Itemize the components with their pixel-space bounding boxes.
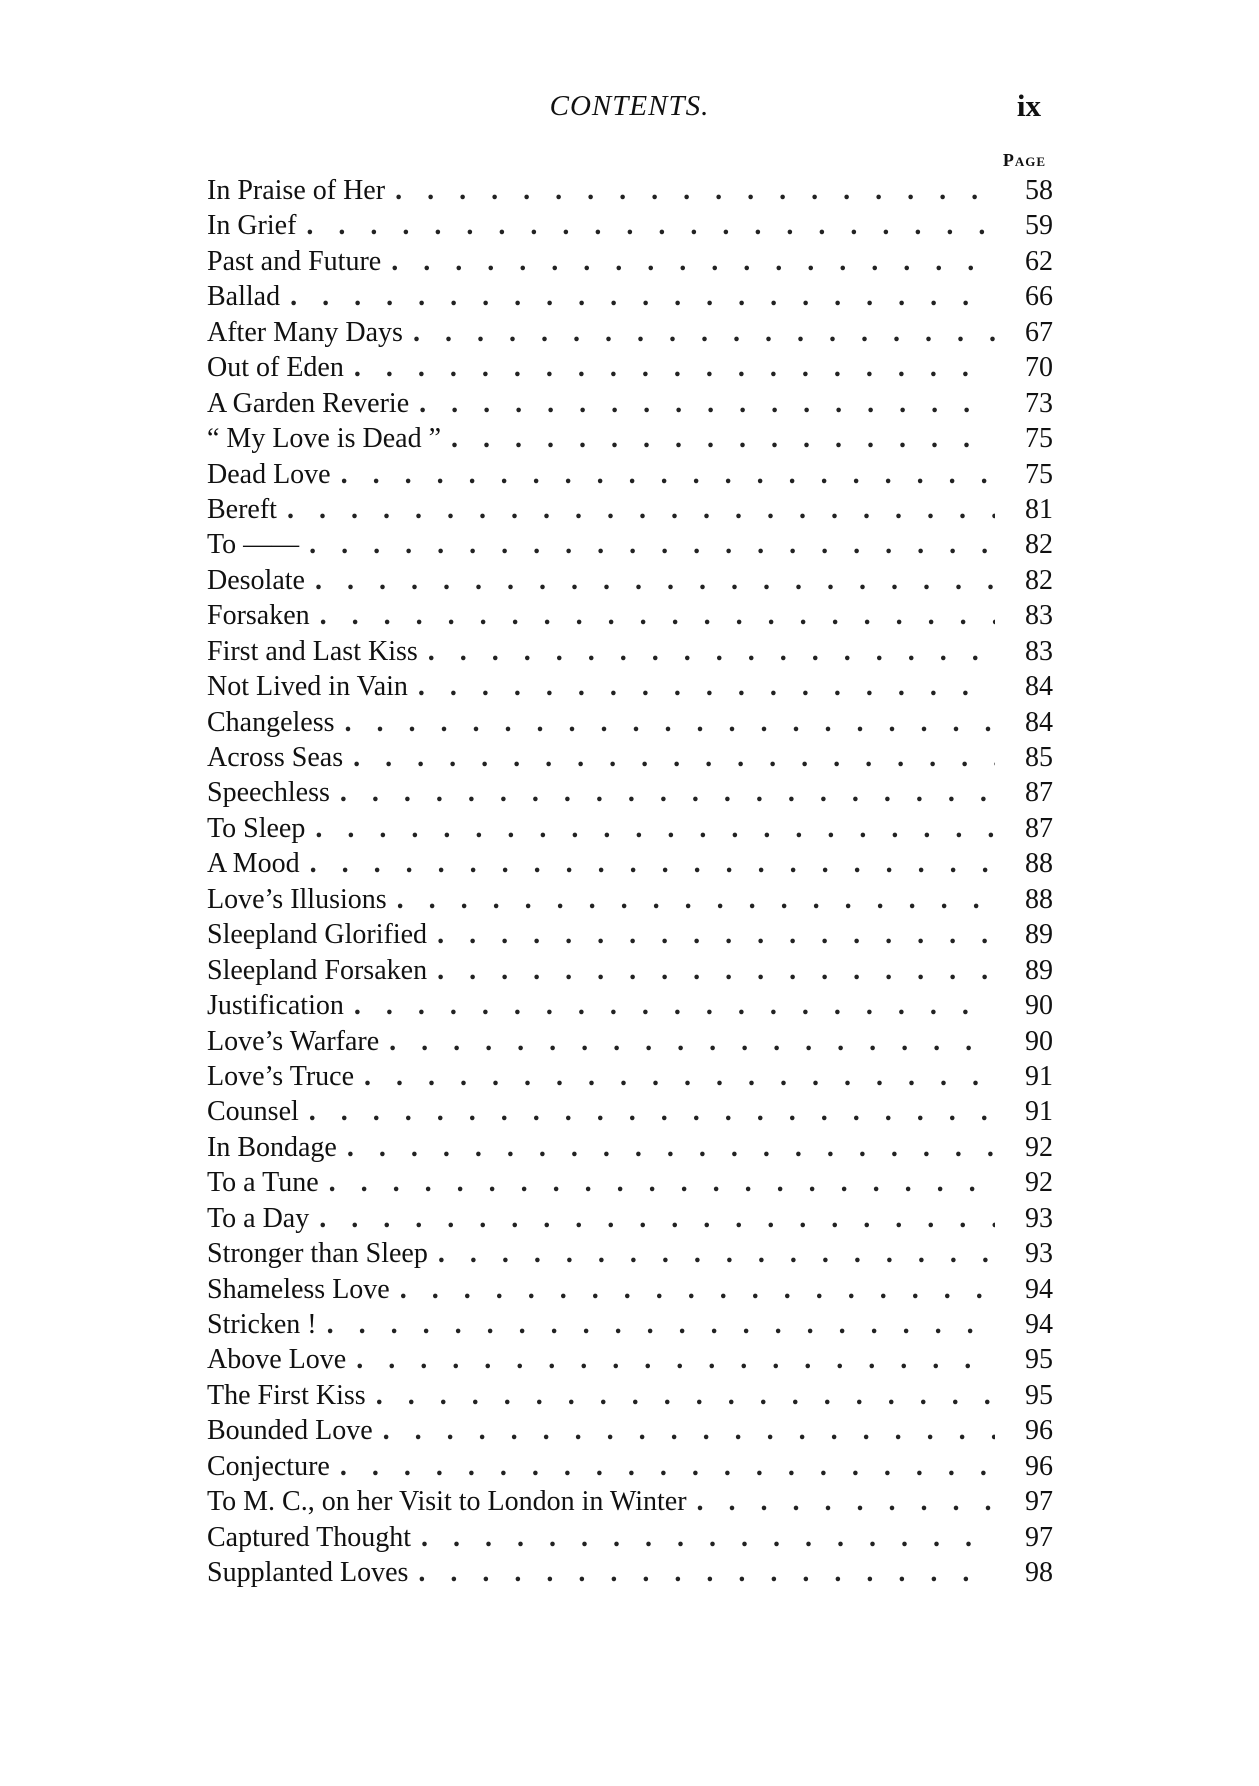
toc-entry-title: Love’s Warfare (207, 1025, 380, 1057)
toc-entry-title: In Bondage (207, 1131, 337, 1163)
page-number: ix (1016, 88, 1041, 123)
dot-leader (319, 1201, 995, 1236)
toc-entry-page: 97 (1025, 1486, 1053, 1518)
dot-leader (320, 598, 995, 633)
toc-entry-title: To a Tune (207, 1167, 319, 1199)
toc-entry-page: 89 (1025, 954, 1053, 986)
toc-entry (207, 1165, 1053, 1200)
dot-leader (315, 563, 995, 598)
dot-leader (290, 279, 995, 314)
toc-entry-title: In Grief (207, 210, 297, 242)
toc-entry-title: To —— (207, 529, 300, 561)
dot-leader (421, 1520, 995, 1555)
toc-entry-title: Conjecture (207, 1450, 330, 1482)
toc-entry (207, 1024, 1053, 1059)
dot-leader (418, 669, 995, 704)
toc-entry (207, 492, 1053, 527)
dot-leader (310, 846, 995, 881)
dot-leader (437, 953, 995, 988)
toc-entry (207, 1555, 1053, 1590)
dot-leader (697, 1484, 995, 1519)
dot-leader (306, 208, 995, 243)
toc-entry-title: Past and Future (207, 245, 382, 277)
toc-entry-page: 96 (1025, 1450, 1053, 1482)
toc-entry (207, 1130, 1053, 1165)
toc-entry-page: 82 (1025, 529, 1053, 561)
dot-leader (341, 457, 995, 492)
running-head (0, 90, 1259, 130)
toc-entry (207, 1484, 1053, 1519)
toc-entry (207, 1342, 1053, 1377)
toc-entry-title: To Sleep (207, 812, 306, 844)
toc-entry-page: 91 (1025, 1060, 1053, 1092)
toc-entry-title: Supplanted Loves (207, 1557, 409, 1589)
toc-entry-page: 85 (1025, 742, 1053, 773)
toc-entry-page: 96 (1025, 1415, 1053, 1447)
toc-entry-page: 87 (1025, 777, 1053, 809)
toc-entry-page: 67 (1025, 316, 1053, 348)
toc-entry-title: Bereft (207, 493, 277, 525)
toc-entry-title: Stricken ! (207, 1309, 317, 1340)
running-title: CONTENTS. (549, 90, 710, 122)
dot-leader (353, 740, 995, 775)
toc-entry-page: 58 (1025, 175, 1053, 206)
toc-entry (207, 386, 1053, 421)
toc-entry-title: Speechless (207, 777, 330, 809)
toc-entry-title: First and Last Kiss (207, 635, 418, 667)
toc-entry-page: 89 (1025, 919, 1053, 951)
toc-entry-page: 93 (1025, 1202, 1053, 1234)
toc-entry (207, 1272, 1053, 1307)
dot-leader (309, 527, 995, 562)
dot-leader (400, 1272, 995, 1307)
toc-entry-page: 94 (1025, 1309, 1053, 1340)
toc-entry-title: Across Seas (207, 742, 344, 773)
toc-entry-page: 84 (1025, 671, 1053, 703)
toc-entry-page: 75 (1025, 423, 1053, 455)
toc-entry (207, 634, 1053, 669)
dot-leader (418, 1555, 995, 1590)
dot-leader (340, 775, 995, 810)
toc-entry (207, 882, 1053, 917)
toc-entry (207, 775, 1053, 810)
toc-entry (207, 1201, 1053, 1236)
toc-entry (207, 1520, 1053, 1555)
toc-entry (207, 244, 1053, 279)
dot-leader (428, 634, 995, 669)
toc-entry-title: Forsaken (207, 600, 310, 632)
dot-leader (345, 705, 995, 740)
toc-entry (207, 1449, 1053, 1484)
toc-entry (207, 846, 1053, 881)
toc-entry (207, 598, 1053, 633)
toc-entry-page: 95 (1025, 1344, 1053, 1376)
dot-leader (347, 1130, 995, 1165)
toc-entry-title: Stronger than Sleep (207, 1238, 428, 1270)
toc-entry-page: 90 (1025, 990, 1053, 1022)
toc-entry-title: In Praise of Her (207, 175, 386, 206)
toc-entry-title: Love’s Illusions (207, 883, 387, 915)
toc-entry-title: Love’s Truce (207, 1060, 354, 1092)
toc-entry (207, 1307, 1053, 1342)
toc-entry (207, 421, 1053, 456)
toc-entry (207, 527, 1053, 562)
toc-entry-title: Not Lived in Vain (207, 671, 408, 703)
toc-entry (207, 1236, 1053, 1271)
toc-entry-title: Justification (207, 990, 344, 1022)
toc-entry-page: 90 (1025, 1025, 1053, 1057)
toc-entry-title: Ballad (207, 281, 281, 313)
dot-leader (327, 1307, 995, 1342)
dot-leader (419, 386, 995, 421)
dot-leader (395, 173, 995, 208)
dot-leader (356, 1342, 995, 1377)
toc-entry-title: A Garden Reverie (207, 387, 410, 419)
dot-leader (383, 1413, 995, 1448)
contents-list (207, 173, 1053, 1591)
toc-entry-page: 83 (1025, 600, 1053, 632)
toc-entry (207, 563, 1053, 598)
toc-entry-page: 66 (1025, 281, 1053, 313)
toc-entry (207, 315, 1053, 350)
toc-entry-page: 83 (1025, 635, 1053, 667)
toc-entry-page: 94 (1025, 1273, 1053, 1305)
toc-entry-page: 88 (1025, 883, 1053, 915)
toc-entry-page: 62 (1025, 245, 1053, 277)
toc-entry (207, 917, 1053, 952)
dot-leader (315, 811, 995, 846)
dot-leader (364, 1059, 995, 1094)
dot-leader (391, 244, 995, 279)
toc-entry (207, 988, 1053, 1023)
toc-entry-title: Counsel (207, 1096, 299, 1128)
dot-leader (376, 1378, 995, 1413)
dot-leader (287, 492, 995, 527)
dot-leader (389, 1024, 995, 1059)
toc-entry-page: 87 (1025, 812, 1053, 844)
toc-entry-page: 91 (1025, 1096, 1053, 1128)
toc-entry-page: 84 (1025, 706, 1053, 738)
toc-entry-title: Out of Eden (207, 352, 344, 384)
toc-entry (207, 350, 1053, 385)
toc-entry-title: “ My Love is Dead ” (207, 423, 442, 455)
toc-entry-title: After Many Days (207, 316, 403, 348)
dot-leader (438, 1236, 995, 1271)
dot-leader (354, 350, 995, 385)
toc-entry (207, 1059, 1053, 1094)
dot-leader (413, 315, 995, 350)
toc-entry-title: To a Day (207, 1202, 310, 1234)
toc-entry (207, 811, 1053, 846)
toc-entry-title: To M. C., on her Visit to London in Winter (207, 1486, 687, 1518)
dot-leader (451, 421, 995, 456)
toc-entry (207, 1094, 1053, 1129)
toc-entry-title: Shameless Love (207, 1273, 390, 1305)
toc-entry-title: The First Kiss (207, 1379, 366, 1411)
dot-leader (340, 1449, 995, 1484)
toc-entry (207, 208, 1053, 243)
dot-leader (309, 1094, 995, 1129)
toc-entry-page: 95 (1025, 1379, 1053, 1411)
toc-entry-page: 81 (1025, 493, 1053, 525)
toc-entry-page: 82 (1025, 564, 1053, 596)
dot-leader (397, 882, 995, 917)
toc-entry-page: 75 (1025, 458, 1053, 490)
toc-entry (207, 173, 1053, 208)
toc-entry-title: Above Love (207, 1344, 347, 1376)
toc-entry (207, 279, 1053, 314)
toc-entry-title: Sleepland Glorified (207, 919, 428, 951)
dot-leader (329, 1165, 995, 1200)
toc-entry-page: 98 (1025, 1557, 1053, 1589)
toc-entry-page: 97 (1025, 1521, 1053, 1553)
toc-entry-page: 92 (1025, 1131, 1053, 1163)
toc-entry (207, 740, 1053, 775)
toc-entry-title: Dead Love (207, 458, 331, 490)
toc-entry-title: Desolate (207, 564, 305, 596)
dot-leader (437, 917, 995, 952)
toc-entry (207, 457, 1053, 492)
toc-entry (207, 953, 1053, 988)
toc-entry-page: 92 (1025, 1167, 1053, 1199)
dot-leader (354, 988, 995, 1023)
toc-entry-page: 93 (1025, 1238, 1053, 1270)
toc-entry-title: Captured Thought (207, 1521, 412, 1553)
toc-entry-page: 70 (1025, 352, 1053, 384)
toc-entry-title: Changeless (207, 706, 335, 738)
toc-entry (207, 705, 1053, 740)
toc-entry-title: A Mood (207, 848, 300, 880)
page-column-label: Page (1002, 150, 1046, 170)
toc-entry-page: 59 (1025, 210, 1053, 242)
toc-entry-page: 73 (1025, 387, 1053, 419)
toc-entry (207, 1378, 1053, 1413)
toc-entry (207, 669, 1053, 704)
toc-entry-title: Bounded Love (207, 1415, 373, 1447)
toc-entry-page: 88 (1025, 848, 1053, 880)
toc-entry (207, 1413, 1053, 1448)
toc-entry-title: Sleepland Forsaken (207, 954, 428, 986)
